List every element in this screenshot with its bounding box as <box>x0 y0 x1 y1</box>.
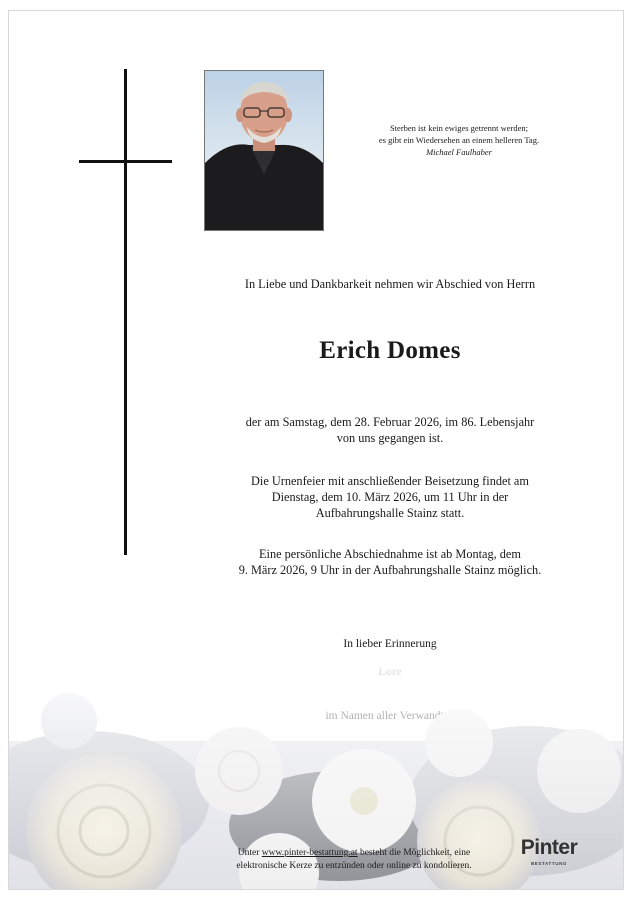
pinter-logo <box>509 837 589 866</box>
funeral-line: Dienstag, dem 10. März 2026, um 11 Uhr in der <box>271 490 509 504</box>
cross-icon-bar <box>79 160 172 163</box>
remembrance-text: In lieber Erinnerung <box>343 638 437 650</box>
farewell-line: Eine persönliche Abschiednahme ist ab Montag, dem <box>259 547 521 561</box>
intro-text: In Liebe und Dankbarkeit nehmen wir Abschied von Herrn <box>244 277 536 291</box>
deceased-name: Erich Domes <box>319 337 461 364</box>
footer-prefix: Unter <box>237 848 260 858</box>
funeral-notice <box>199 473 581 521</box>
death-line: von uns gegangen ist. <box>336 431 444 445</box>
obituary-card <box>8 10 624 890</box>
farewell-notice <box>199 546 581 578</box>
footer-line <box>214 847 494 860</box>
footer-note <box>214 847 494 873</box>
logo-name: Pinter <box>520 836 578 859</box>
quote-line: Sterben ist kein ewiges getrennt werden; <box>389 123 529 133</box>
quote-author: Michael Faulhaber <box>426 147 492 157</box>
death-notice <box>199 414 581 446</box>
logo-subtitle: BESTATTUNG <box>530 861 568 866</box>
website-link[interactable]: www.pinter-bestattung.at <box>261 848 358 858</box>
cross-icon <box>124 69 127 555</box>
footer-suffix: besteht die Möglichkeit, eine <box>359 848 471 858</box>
memorial-quote <box>339 122 579 158</box>
funeral-line: Die Urnenfeier mit anschließender Beisetzung findet am <box>251 474 529 488</box>
farewell-line: 9. März 2026, 9 Uhr in der Aufbahrungshalle Stainz möglich. <box>238 563 542 577</box>
funeral-line: Aufbahrungshalle Stainz statt. <box>315 506 465 520</box>
portrait-photo <box>204 70 324 231</box>
quote-line: es gibt ein Wiedersehen an einem helleren Tag. <box>378 135 540 145</box>
death-line: der am Samstag, dem 28. Februar 2026, im 86. Lebensjahr <box>245 415 535 429</box>
footer-line: elektronische Kerze zu entzünden oder online zu kondolieren. <box>236 861 472 871</box>
